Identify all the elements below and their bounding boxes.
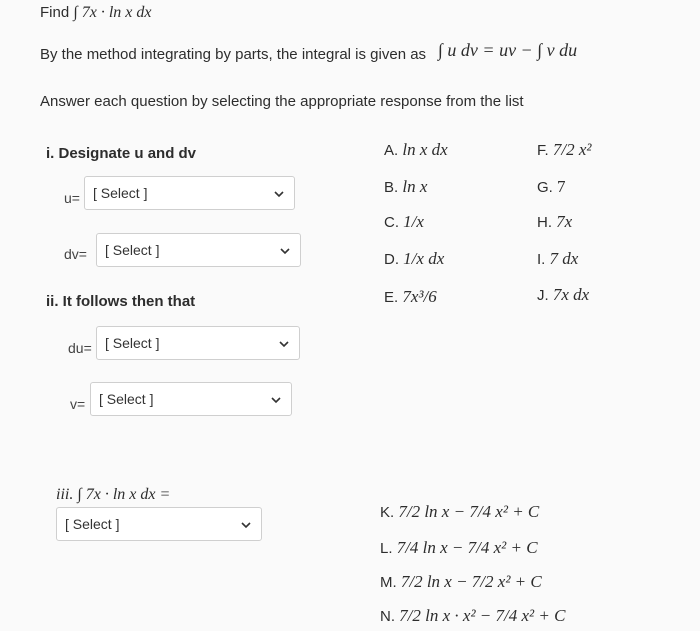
option-b-letter: B. (384, 179, 399, 196)
v-select[interactable] (90, 382, 292, 416)
option-d (384, 249, 444, 269)
option-e-letter: E. (384, 289, 399, 306)
chevron-down-icon (279, 339, 289, 349)
u-select-value: [ Select ] (93, 185, 148, 201)
option-l-expr: 7/4 ln x − 7/4 x² + C (396, 538, 538, 557)
integral-select[interactable] (56, 507, 262, 541)
option-n-letter: N. (380, 608, 395, 625)
chevron-down-icon (241, 520, 251, 530)
v-label: v= (70, 396, 86, 412)
du-label: du= (68, 340, 92, 356)
chevron-down-icon (271, 395, 281, 405)
u-label: u= (64, 190, 80, 206)
option-l-letter: L. (380, 540, 393, 557)
option-n (380, 606, 565, 626)
option-a-letter: A. (384, 142, 399, 159)
integral-select-value: [ Select ] (65, 516, 120, 532)
option-j-letter: J. (537, 287, 549, 304)
option-c-expr: 1/x (403, 212, 424, 231)
option-b (384, 177, 427, 197)
question-title (40, 4, 152, 22)
part3-heading (56, 486, 170, 504)
du-select-value: [ Select ] (105, 335, 160, 351)
option-b-expr: ln x (402, 177, 428, 196)
option-f-expr: 7/2 x² (552, 140, 592, 159)
option-f (537, 140, 591, 160)
option-i (537, 249, 578, 269)
du-select[interactable] (96, 326, 300, 360)
option-a (384, 140, 448, 160)
option-n-expr: 7/2 ln x · x² − 7/4 x² + C (399, 606, 566, 625)
option-g (537, 177, 566, 197)
option-e (384, 287, 437, 307)
parts-formula: ∫ u dv = uv − ∫ v du (438, 40, 578, 60)
chevron-down-icon (274, 189, 284, 199)
option-e-expr: 7x³/6 (402, 287, 437, 306)
option-k-expr: 7/2 ln x − 7/4 x² + C (398, 502, 540, 521)
option-h-letter: H. (537, 214, 552, 231)
option-m-letter: M. (380, 574, 397, 591)
part3-heading-text: iii. ∫ 7x · ln x dx = (56, 486, 171, 503)
option-c (384, 212, 424, 232)
option-j (537, 285, 589, 305)
option-i-expr: 7 dx (549, 249, 579, 268)
option-c-letter: C. (384, 214, 399, 231)
option-a-expr: ln x dx (402, 140, 448, 159)
option-h-expr: 7x (556, 212, 573, 231)
chevron-down-icon (280, 246, 290, 256)
option-g-expr: 7 (557, 177, 566, 196)
option-j-expr: 7x dx (552, 285, 590, 304)
option-d-expr: 1/x dx (403, 249, 445, 268)
option-d-letter: D. (384, 251, 399, 268)
dv-select[interactable] (96, 233, 301, 267)
u-select[interactable] (84, 176, 295, 210)
option-l (380, 538, 538, 558)
option-g-letter: G. (537, 179, 553, 196)
dv-select-value: [ Select ] (105, 242, 160, 258)
title-prefix: Find (40, 4, 70, 21)
part1-heading: i. Designate u and dv (46, 145, 197, 162)
title-expression: ∫ 7x · ln x dx (73, 4, 152, 21)
dv-label: dv= (64, 246, 87, 262)
option-i-letter: I. (537, 251, 546, 268)
option-f-letter: F. (537, 142, 549, 159)
instruction-text: Answer each question by selecting the appropriate response from the list (40, 93, 524, 110)
v-select-value: [ Select ] (99, 391, 154, 407)
intro-text: By the method integrating by parts, the integral is given as (40, 46, 427, 63)
option-m (380, 572, 542, 592)
option-k-letter: K. (380, 504, 395, 521)
option-h (537, 212, 572, 232)
option-k (380, 502, 539, 522)
part2-heading: ii. It follows then that (46, 293, 196, 310)
option-m-expr: 7/2 ln x − 7/2 x² + C (400, 572, 542, 591)
